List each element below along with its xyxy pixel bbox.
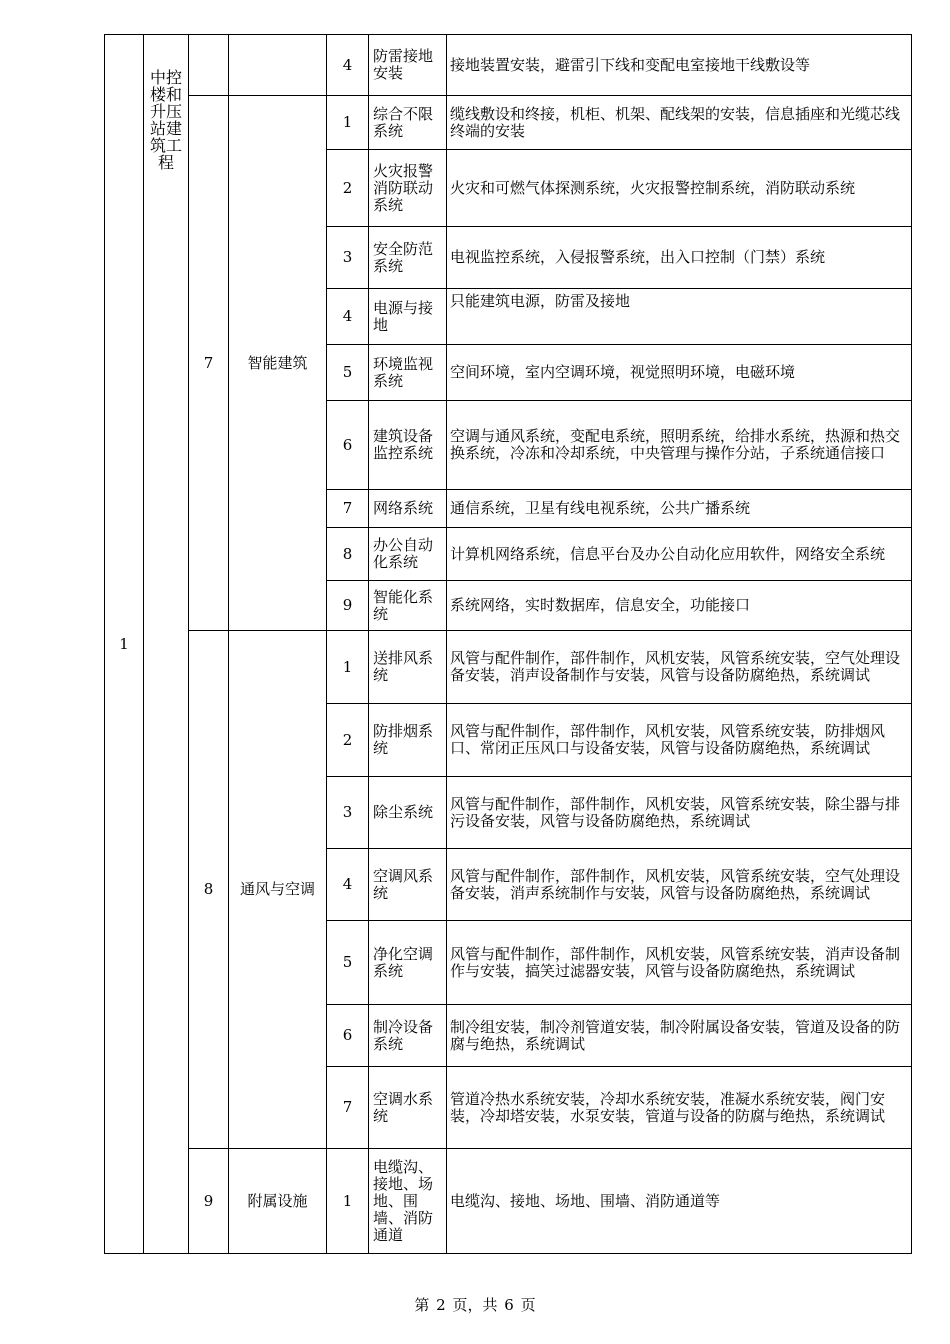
item-name: 火灾报警消防联动系统 <box>369 150 447 227</box>
item-name: 办公自动化系统 <box>369 528 447 581</box>
item-desc: 火灾和可燃气体探测系统，火灾报警控制系统，消防联动系统 <box>447 150 912 227</box>
item-no: 1 <box>327 631 369 704</box>
item-name: 网络系统 <box>369 490 447 528</box>
page-total: 6 <box>504 1296 514 1314</box>
item-no: 8 <box>327 528 369 581</box>
item-name: 综合不限系统 <box>369 96 447 150</box>
page-footer <box>0 1294 950 1315</box>
item-desc: 管道冷热水系统安装，冷却水系统安装，准凝水系统安装，阀门安装，冷却塔安装，水泵安装，管道与设备的防腐与绝热，系统调试 <box>447 1067 912 1149</box>
group-no: 8 <box>189 631 229 1149</box>
item-name: 空调水系统 <box>369 1067 447 1149</box>
item-desc: 系统网络，实时数据库，信息安全，功能接口 <box>447 581 912 631</box>
table-row <box>105 631 912 704</box>
empty-cell <box>229 35 327 96</box>
item-name: 防雷接地安装 <box>369 35 447 96</box>
item-desc: 空间环境，室内空调环境，视觉照明环境，电磁环境 <box>447 345 912 401</box>
item-no: 3 <box>327 777 369 849</box>
empty-cell <box>189 35 229 96</box>
group-name: 通风与空调 <box>229 631 327 1149</box>
item-desc: 风管与配件制作，部件制作，风机安装，风管系统安装，防排烟风口、常闭正压风口与设备安装，风管与设备防腐绝热，系统调试 <box>447 704 912 777</box>
section-name-cell <box>144 35 189 1254</box>
item-name: 安全防范系统 <box>369 227 447 289</box>
page-current: 2 <box>436 1296 446 1314</box>
item-name: 空调风系统 <box>369 849 447 921</box>
table-row <box>105 96 912 150</box>
page-mid: 页，共 <box>452 1296 498 1314</box>
item-no: 1 <box>327 96 369 150</box>
item-name: 防排烟系统 <box>369 704 447 777</box>
section-index: 1 <box>105 35 144 1254</box>
item-desc: 接地装置安装，避雷引下线和变配电室接地干线敷设等 <box>447 35 912 96</box>
item-name: 净化空调系统 <box>369 921 447 1005</box>
group-no: 9 <box>189 1149 229 1254</box>
item-no: 1 <box>327 1149 369 1254</box>
item-desc: 制冷组安装，制冷剂管道安装，制冷附属设备安装，管道及设备的防腐与绝热，系统调试 <box>447 1005 912 1067</box>
section-name: 中控楼和升压站建筑工程 <box>149 68 182 172</box>
item-no: 5 <box>327 345 369 401</box>
item-desc: 缆线敷设和终接，机柜、机架、配线架的安装，信息插座和光缆芯线终端的安装 <box>447 96 912 150</box>
item-no: 7 <box>327 1067 369 1149</box>
item-desc: 电缆沟、接地、场地、围墙、消防通道等 <box>447 1149 912 1254</box>
item-desc: 通信系统，卫星有线电视系统，公共广播系统 <box>447 490 912 528</box>
item-name: 电源与接地 <box>369 289 447 345</box>
item-name: 智能化系统 <box>369 581 447 631</box>
page-prefix: 第 <box>414 1296 430 1314</box>
item-no: 5 <box>327 921 369 1005</box>
table-row <box>105 1149 912 1254</box>
item-no: 6 <box>327 1005 369 1067</box>
item-desc: 只能建筑电源，防雷及接地 <box>447 289 912 345</box>
group-name: 附属设施 <box>229 1149 327 1254</box>
item-name: 制冷设备系统 <box>369 1005 447 1067</box>
item-desc: 计算机网络系统，信息平台及办公自动化应用软件，网络安全系统 <box>447 528 912 581</box>
item-name: 送排风系统 <box>369 631 447 704</box>
item-no: 4 <box>327 849 369 921</box>
item-desc: 风管与配件制作，部件制作，风机安装，风管系统安装，空气处理设备安装，消声设备制作与安装，风管与设备防腐绝热，系统调试 <box>447 631 912 704</box>
table-row <box>105 35 912 96</box>
item-desc: 电视监控系统，入侵报警系统，出入口控制（门禁）系统 <box>447 227 912 289</box>
item-no: 7 <box>327 490 369 528</box>
item-name: 建筑设备监控系统 <box>369 401 447 490</box>
item-desc: 空调与通风系统，变配电系统，照明系统，给排水系统，热源和热交换系统，冷冻和冷却系统，中央管理与操作分站，子系统通信接口 <box>447 401 912 490</box>
item-name: 环境监视系统 <box>369 345 447 401</box>
item-name: 除尘系统 <box>369 777 447 849</box>
item-name: 电缆沟、接地、场地、围墙、消防通道 <box>369 1149 447 1254</box>
item-no: 3 <box>327 227 369 289</box>
group-no: 7 <box>189 96 229 631</box>
item-desc: 风管与配件制作，部件制作，风机安装，风管系统安装，空气处理设备安装，消声系统制作与安装，风管与设备防腐绝热，系统调试 <box>447 849 912 921</box>
item-no: 4 <box>327 35 369 96</box>
item-no: 2 <box>327 704 369 777</box>
page-suffix: 页 <box>520 1296 536 1314</box>
item-desc: 风管与配件制作，部件制作，风机安装，风管系统安装，消声设备制作与安装，搞笑过滤器安装，风管与设备防腐绝热，系统调试 <box>447 921 912 1005</box>
construction-items-table <box>104 34 912 1254</box>
group-name: 智能建筑 <box>229 96 327 631</box>
item-no: 2 <box>327 150 369 227</box>
item-no: 4 <box>327 289 369 345</box>
item-no: 6 <box>327 401 369 490</box>
item-no: 9 <box>327 581 369 631</box>
item-desc: 风管与配件制作，部件制作，风机安装，风管系统安装，除尘器与排污设备安装，风管与设备防腐绝热，系统调试 <box>447 777 912 849</box>
